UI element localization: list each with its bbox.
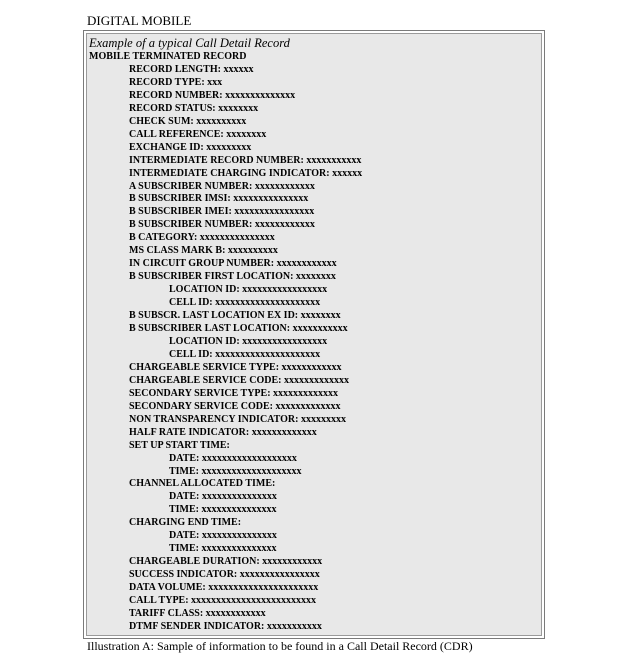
cdr-field-line: INTERMEDIATE RECORD NUMBER: xxxxxxxxxxx <box>129 154 362 166</box>
cdr-field-line: TARIFF CLASS: xxxxxxxxxxxx <box>129 607 266 619</box>
cdr-field-line: SET UP START TIME: <box>129 439 230 451</box>
cdr-field-line: RECORD TYPE: xxx <box>129 76 223 88</box>
cdr-field-line: B SUBSCRIBER NUMBER: xxxxxxxxxxxx <box>129 219 315 231</box>
cdr-field-line: DTMF SENDER INDICATOR: xxxxxxxxxxx <box>129 620 322 632</box>
cdr-field-line: TIME: xxxxxxxxxxxxxxx <box>169 504 277 516</box>
cdr-field-line: HALF RATE INDICATOR: xxxxxxxxxxxxx <box>129 426 317 438</box>
cdr-field-line: SUCCESS INDICATOR: xxxxxxxxxxxxxxxx <box>129 569 320 581</box>
cdr-field-line: CHARGING END TIME: <box>129 517 242 529</box>
cdr-field-line: B SUBSCRIBER LAST LOCATION: xxxxxxxxxxx <box>129 323 348 335</box>
cdr-field-line: B SUBSCRIBER IMSI: xxxxxxxxxxxxxxx <box>129 193 309 205</box>
cdr-field-list <box>89 51 539 636</box>
cdr-field-line: CHARGEABLE SERVICE TYPE: xxxxxxxxxxxx <box>129 361 342 373</box>
cdr-field-line: B SUBSCRIBER FIRST LOCATION: xxxxxxxx <box>129 271 336 283</box>
cdr-field-line: EXCHANGE ID: xxxxxxxxx <box>129 141 252 153</box>
illustration-caption: Illustration A: Sample of information to be found in a Call Detail Record (CDR) <box>87 639 473 653</box>
cdr-field-line: MOBILE TERMINATED RECORD <box>89 51 247 62</box>
cdr-field-line: LOCATION ID: xxxxxxxxxxxxxxxxx <box>169 335 328 347</box>
cdr-field-line: B CATEGORY: xxxxxxxxxxxxxxx <box>129 232 275 244</box>
cdr-example-subtitle: Example of a typical Call Detail Record <box>89 36 290 50</box>
cdr-example-panel <box>86 33 542 636</box>
cdr-field-line: DATE: xxxxxxxxxxxxxxx <box>169 530 277 542</box>
cdr-field-line: RECORD LENGTH: xxxxxx <box>129 63 254 75</box>
cdr-field-line: CHECK SUM: xxxxxxxxxx <box>129 115 247 127</box>
cdr-field-line: B SUBSCRIBER IMEI: xxxxxxxxxxxxxxxx <box>129 206 315 218</box>
cdr-field-line: RECORD STATUS: xxxxxxxx <box>129 102 259 114</box>
cdr-field-line: DATE: xxxxxxxxxxxxxxx <box>169 491 277 503</box>
cdr-field-line: B SUBSCR. LAST LOCATION EX ID: xxxxxxxx <box>129 310 341 322</box>
cdr-field-line: SECONDARY SERVICE TYPE: xxxxxxxxxxxxx <box>129 387 339 399</box>
cdr-field-line: TIME: xxxxxxxxxxxxxxx <box>169 543 277 555</box>
cdr-field-line: CELL ID: xxxxxxxxxxxxxxxxxxxxx <box>169 297 321 309</box>
cdr-field-line: CALL TYPE: xxxxxxxxxxxxxxxxxxxxxxxxx <box>129 595 317 607</box>
cdr-field-line: CHARGEABLE SERVICE CODE: xxxxxxxxxxxxx <box>129 374 349 386</box>
cdr-field-line: LOCATION ID: xxxxxxxxxxxxxxxxx <box>169 284 328 296</box>
cdr-field-line: SECONDARY SERVICE CODE: xxxxxxxxxxxxx <box>129 400 341 412</box>
cdr-field-line: NON TRANSPARENCY INDICATOR: xxxxxxxxx <box>129 413 346 425</box>
cdr-field-line: CHANNEL ALLOCATED TIME: <box>129 478 276 490</box>
cdr-field-line: TIME: xxxxxxxxxxxxxxxxxxxx <box>169 465 302 477</box>
cdr-example-box <box>83 30 545 639</box>
cdr-field-line: MS CLASS MARK B: xxxxxxxxxx <box>129 245 278 257</box>
cdr-field-line: A SUBSCRIBER NUMBER: xxxxxxxxxxxx <box>129 180 315 192</box>
cdr-field-line: IN CIRCUIT GROUP NUMBER: xxxxxxxxxxxx <box>129 258 337 270</box>
cdr-field-line: DATA VOLUME: xxxxxxxxxxxxxxxxxxxxxx <box>129 582 319 594</box>
cdr-field-line <box>89 634 539 636</box>
cdr-field-line: DATE: xxxxxxxxxxxxxxxxxxx <box>169 452 297 464</box>
cdr-field-line: RECORD NUMBER: xxxxxxxxxxxxxx <box>129 89 296 101</box>
document-heading: DIGITAL MOBILE <box>87 13 192 28</box>
cdr-field-line: INTERMEDIATE CHARGING INDICATOR: xxxxxx <box>129 167 363 179</box>
cdr-field-line: CELL ID: xxxxxxxxxxxxxxxxxxxxx <box>169 348 321 360</box>
cdr-field-line: CHARGEABLE DURATION: xxxxxxxxxxxx <box>129 556 323 568</box>
cdr-field-line: CALL REFERENCE: xxxxxxxx <box>129 128 267 140</box>
